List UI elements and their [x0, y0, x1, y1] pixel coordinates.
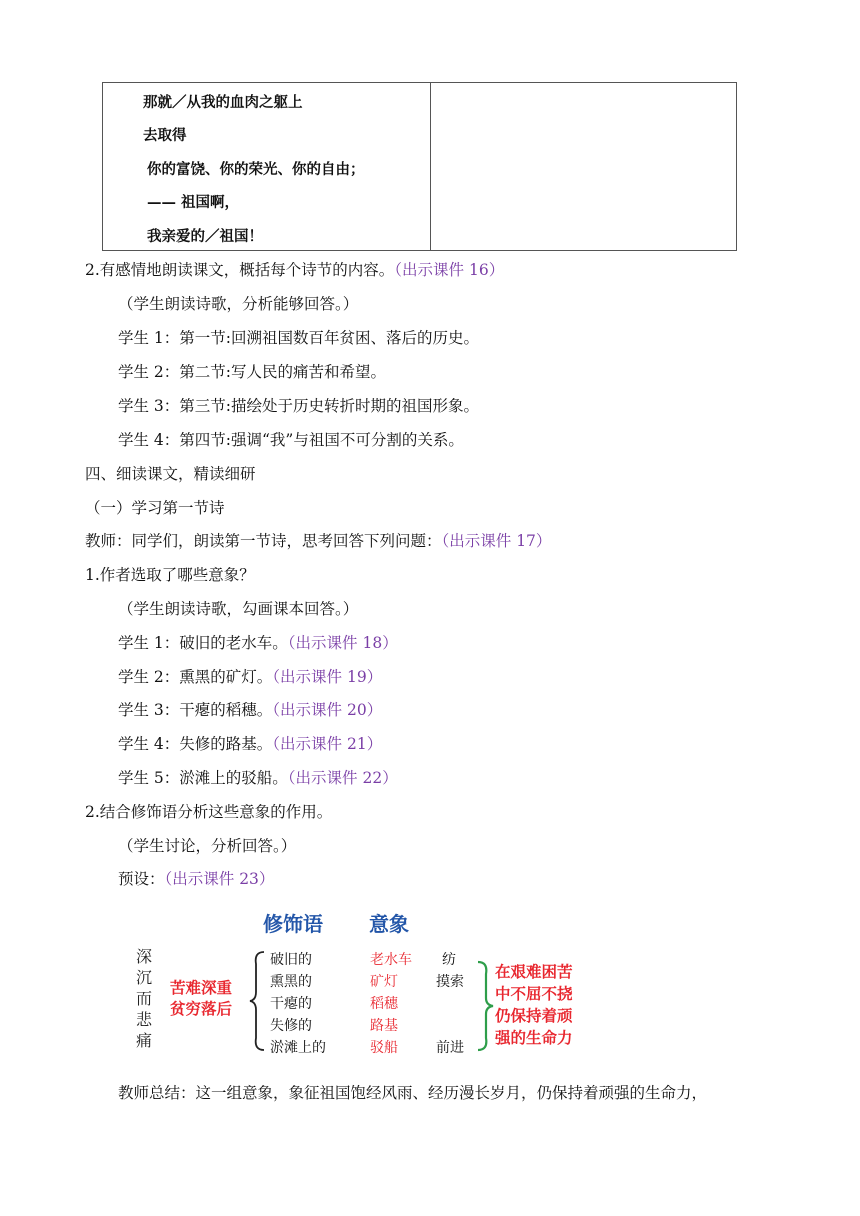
teacher-summary: 教师总结：这一组意象，象征祖国饱经风雨、经历漫长岁月，仍保持着顽强的生命力，	[118, 1084, 708, 1102]
student-note: （学生朗读诗歌，分析能够回答。）	[118, 295, 359, 313]
question-2-heading: 2.结合修饰语分析这些意象的作用。	[85, 803, 333, 821]
poem-line: 那就／从我的血肉之躯上	[143, 94, 303, 111]
image-item: 驳船	[370, 1040, 398, 1056]
diagram-title-modifier: 修饰语	[263, 912, 323, 936]
left-label-2: 贫穷落后	[170, 1000, 233, 1018]
right-label-line: 中不屈不挠	[495, 985, 573, 1003]
student-answer: 学生 4：第四节:强调“我”与祖国不可分割的关系。	[118, 431, 464, 449]
right-brace	[474, 960, 496, 1052]
image-item: 老水车	[370, 952, 412, 968]
emotion-vertical-text: 深沉而悲痛	[136, 947, 153, 1050]
preset-line: 预设：（出示课件 23）	[118, 870, 275, 888]
courseware-ref: （出示课件 19）	[272, 668, 383, 686]
verb-item: 摸索	[436, 974, 464, 990]
student-answer: 学生 2：第二节:写人民的痛苦和希望。	[118, 363, 387, 381]
poem-table	[102, 82, 737, 251]
courseware-ref: （出示课件 18）	[287, 634, 398, 652]
courseware-ref: （出示课件 16）	[394, 261, 505, 279]
modifier-item: 干瘪的	[270, 996, 312, 1012]
section2-heading: 2.有感情地朗读课文，概括每个诗节的内容。（出示课件 16）	[85, 261, 505, 279]
right-label-line: 强的生命力	[495, 1029, 573, 1047]
modifier-item: 熏黑的	[270, 974, 312, 990]
student-answer: 学生 5：淤滩上的驳船。（出示课件 22）	[118, 769, 398, 787]
diagram-title-image: 意象	[369, 912, 409, 936]
images-column	[370, 949, 412, 1059]
courseware-ref: （出示课件 21）	[272, 735, 383, 753]
imagery-diagram	[120, 900, 620, 1060]
image-item: 路基	[370, 1018, 398, 1034]
poem-line: —— 祖国啊，	[147, 194, 240, 211]
courseware-ref: （出示课件 23）	[164, 870, 275, 888]
modifiers-column	[270, 949, 326, 1059]
left-label-1: 苦难深重	[170, 979, 233, 997]
student-note: （学生朗读诗歌，勾画课本回答。）	[118, 600, 359, 618]
student-answer: 学生 3：第三节:描绘处于历史转折时期的祖国形象。	[118, 397, 480, 415]
student-answer: 学生 1：破旧的老水车。（出示课件 18）	[118, 634, 398, 652]
question-1-heading: 1.作者选取了哪些意象？	[85, 566, 255, 584]
courseware-ref: （出示课件 22）	[287, 769, 398, 787]
right-label-line: 在艰难困苦	[495, 963, 573, 981]
image-item: 稻穗	[370, 996, 398, 1012]
student-answer: 学生 1：第一节:回溯祖国数百年贫困、落后的历史。	[118, 329, 480, 347]
poem-line: 你的富饶、你的荣光、你的自由；	[147, 161, 365, 178]
student-note: （学生讨论，分析回答。）	[118, 837, 297, 855]
left-brace	[248, 950, 268, 1052]
courseware-ref: （出示课件 17）	[441, 532, 552, 550]
modifier-item: 淤滩上的	[270, 1040, 326, 1056]
image-item: 矿灯	[370, 974, 398, 990]
poem-line: 去取得	[143, 127, 187, 144]
student-answer: 学生 4：失修的路基。（出示课件 21）	[118, 735, 383, 753]
table-divider	[430, 83, 431, 250]
student-answer: 学生 3：干瘪的稻穗。（出示课件 20）	[118, 701, 383, 719]
teacher-prompt: 教师：同学们，朗读第一节诗，思考回答下列问题：（出示课件 17）	[85, 532, 552, 550]
courseware-ref: （出示课件 20）	[272, 701, 383, 719]
modifier-item: 破旧的	[270, 952, 312, 968]
verb-item: 纺	[442, 952, 456, 968]
student-answer: 学生 2：熏黑的矿灯。（出示课件 19）	[118, 668, 383, 686]
poem-line: 我亲爱的／祖国！	[147, 228, 263, 245]
part4-heading: 四、细读课文，精读细研	[85, 465, 256, 483]
modifier-item: 失修的	[270, 1018, 312, 1034]
verb-item: 前进	[436, 1040, 464, 1056]
part4-subheading: （一）学习第一节诗	[85, 499, 225, 517]
right-label-line: 仍保持着顽	[495, 1007, 573, 1025]
